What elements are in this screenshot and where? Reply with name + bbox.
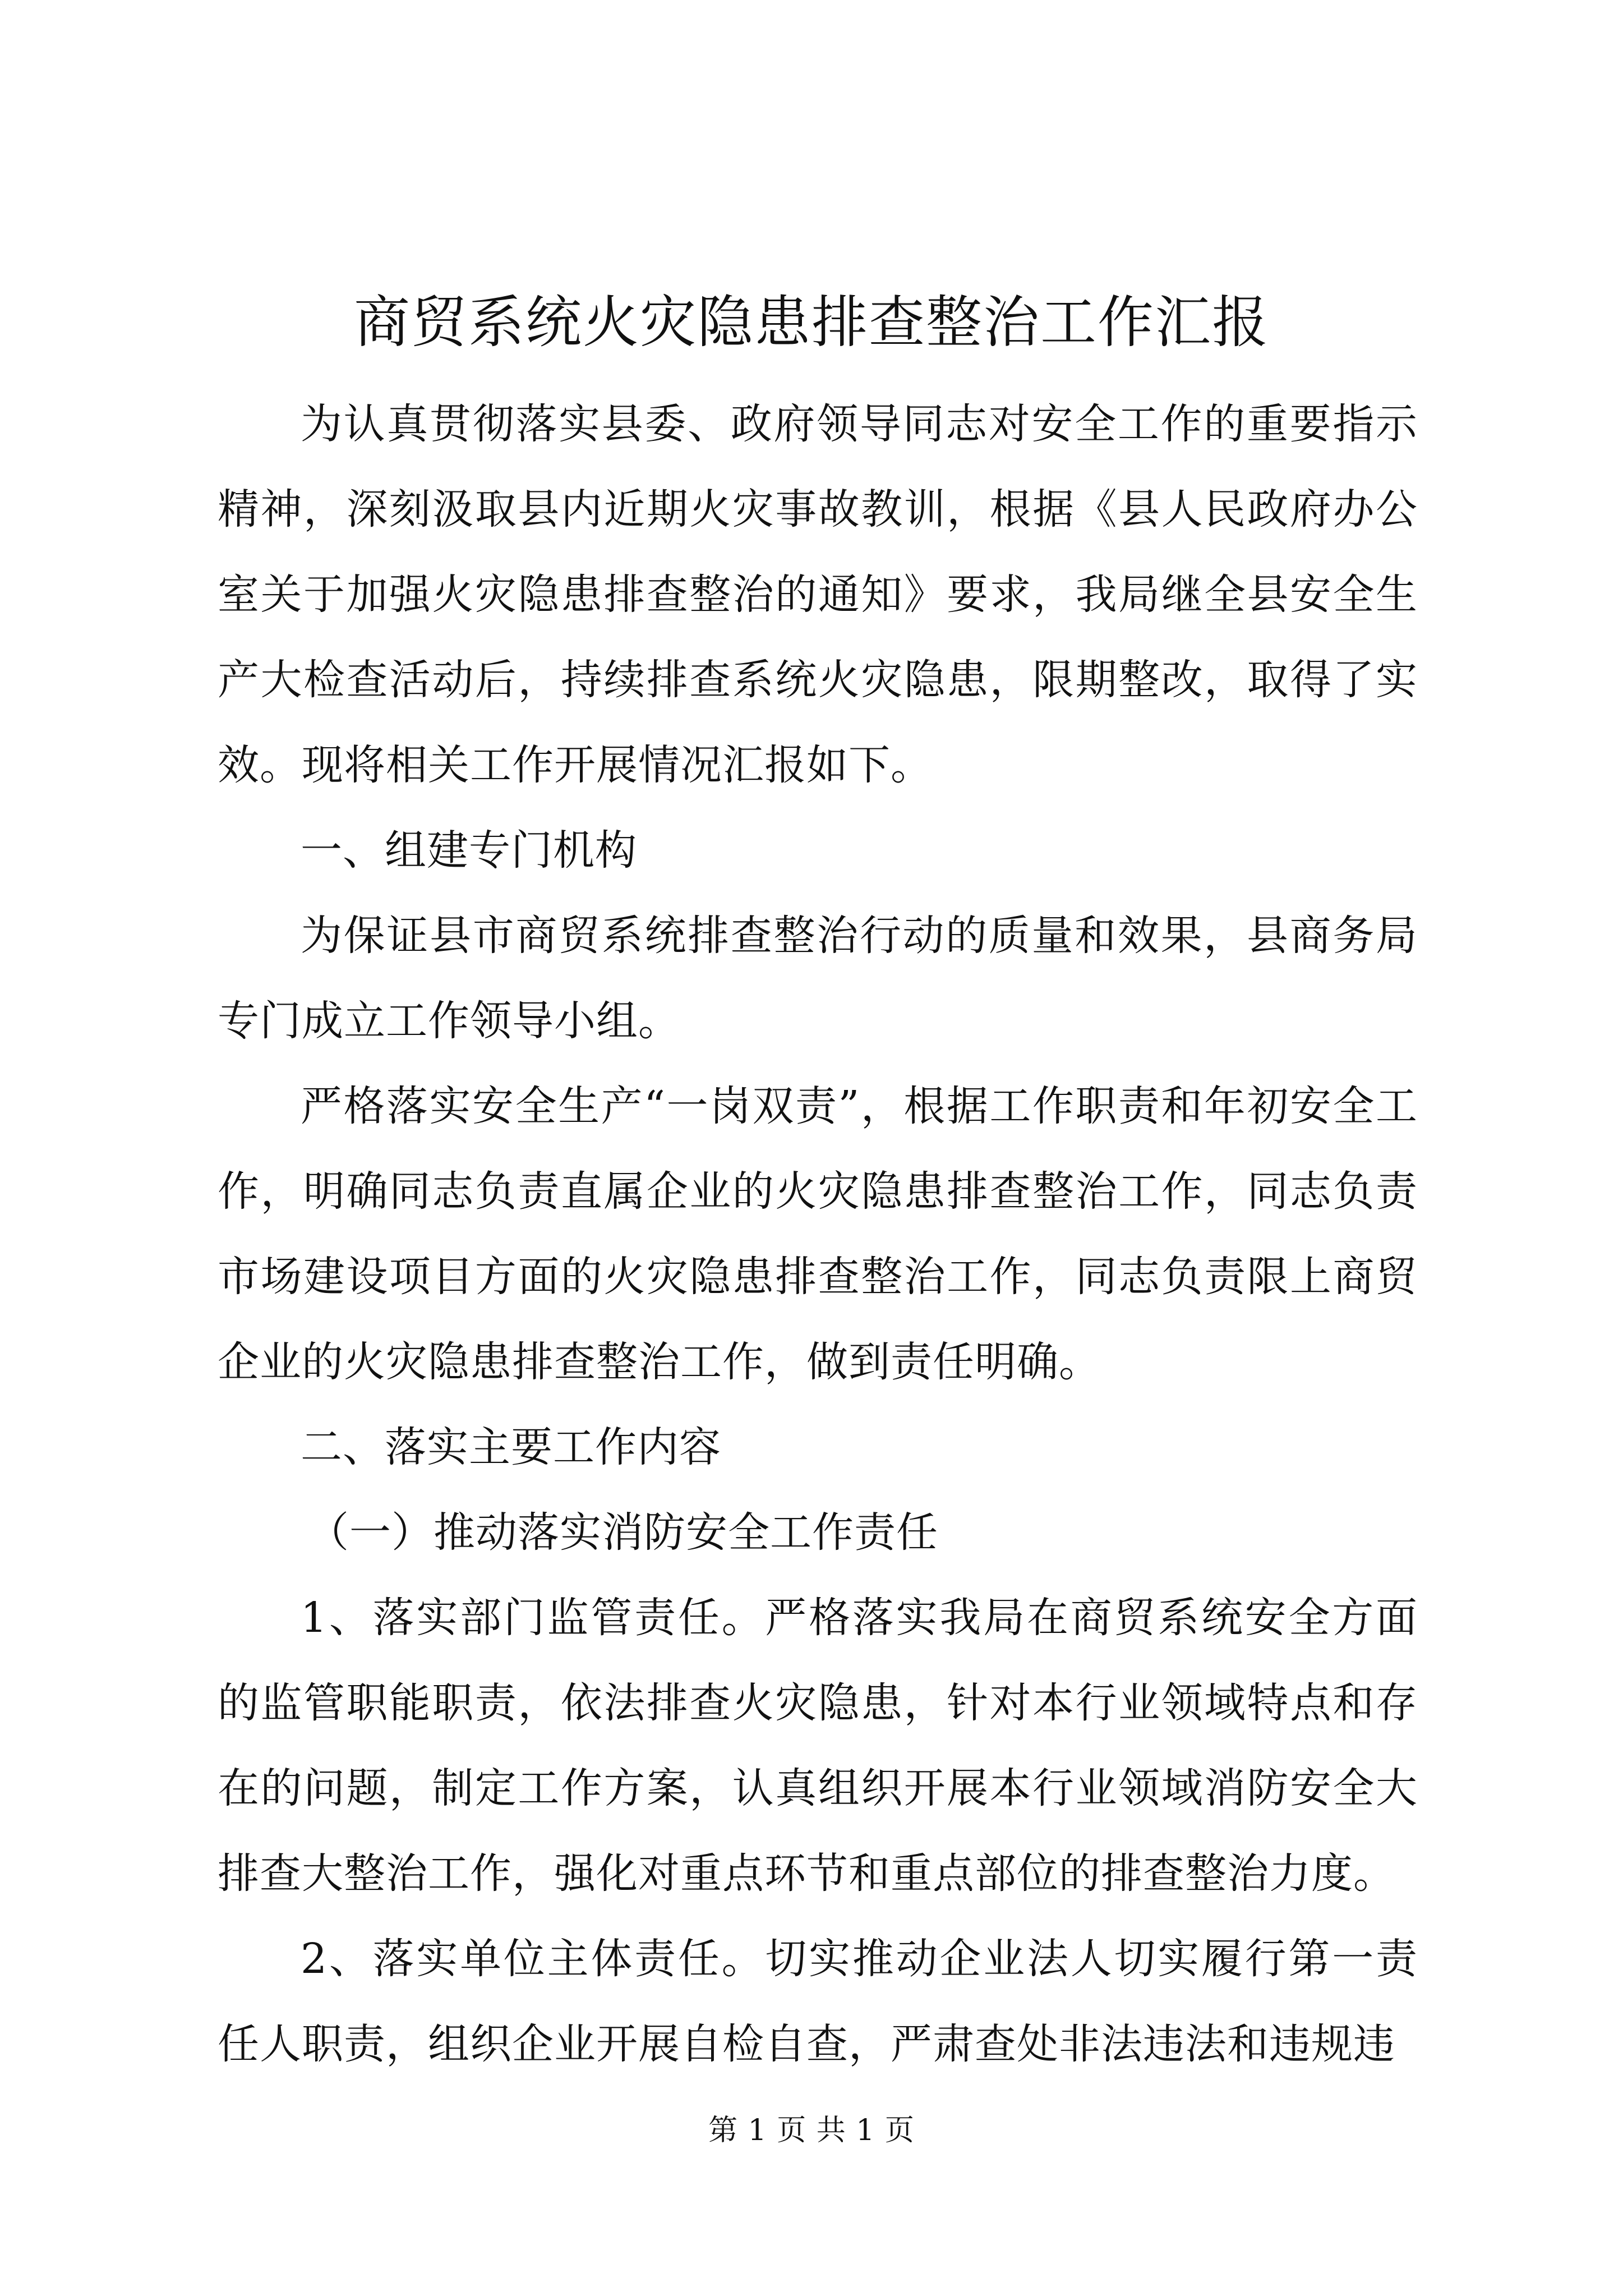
intro-paragraph: 为认真贯彻落实县委、政府领导同志对安全工作的重要指示精神，深刻汲取县内近期火灾事故教训，根据《县人民政府办公室关于加强火灾隐患排查整治的通知》要求，我局继全县安全生产大检查活动后，持续排查系统火灾隐患，限期整改，取得了实效。现将相关工作开展情况汇报如下。 [218, 400, 1418, 789]
body-paragraph: 1、落实部门监管责任。严格落实我局在商贸系统安全方面的监管职能职责，依法排查火灾隐患，针对本行业领域特点和存在的问题，制定工作方案，认真组织开展本行业领域消防安全大排查大整治工作，强化对重点环节和重点部位的排查整治力度。 [218, 1594, 1418, 1898]
page-footer: 第 1 页 共 1 页 [708, 2114, 915, 2147]
section-heading-1: 一、组建专门机构 [301, 826, 637, 875]
document-title: 商贸系统火灾隐患排查整治工作汇报 [354, 289, 1269, 355]
body-paragraph: 严格落实安全生产“一岗双责”，根据工作职责和年初安全工作，明确同志负责直属企业的火灾隐患排查整治工作，同志负责市场建设项目方面的火灾隐患排查整治工作，同志负责限上商贸企业的火灾隐患排查整治工作，做到责任明确。 [218, 1082, 1418, 1386]
subsection-heading-1: （一）推动落实消防安全工作责任 [307, 1508, 938, 1557]
body-paragraph: 为保证县市商贸系统排查整治行动的质量和效果，县商务局专门成立工作领导小组。 [218, 912, 1418, 1045]
body-paragraph: 2、落实单位主体责任。切实推动企业法人切实履行第一责任人职责，组织企业开展自检自查，严肃查处非法违法和违规违 [218, 1935, 1418, 2068]
section-heading-2: 二、落实主要工作内容 [301, 1423, 721, 1471]
document-body [218, 381, 1418, 2087]
